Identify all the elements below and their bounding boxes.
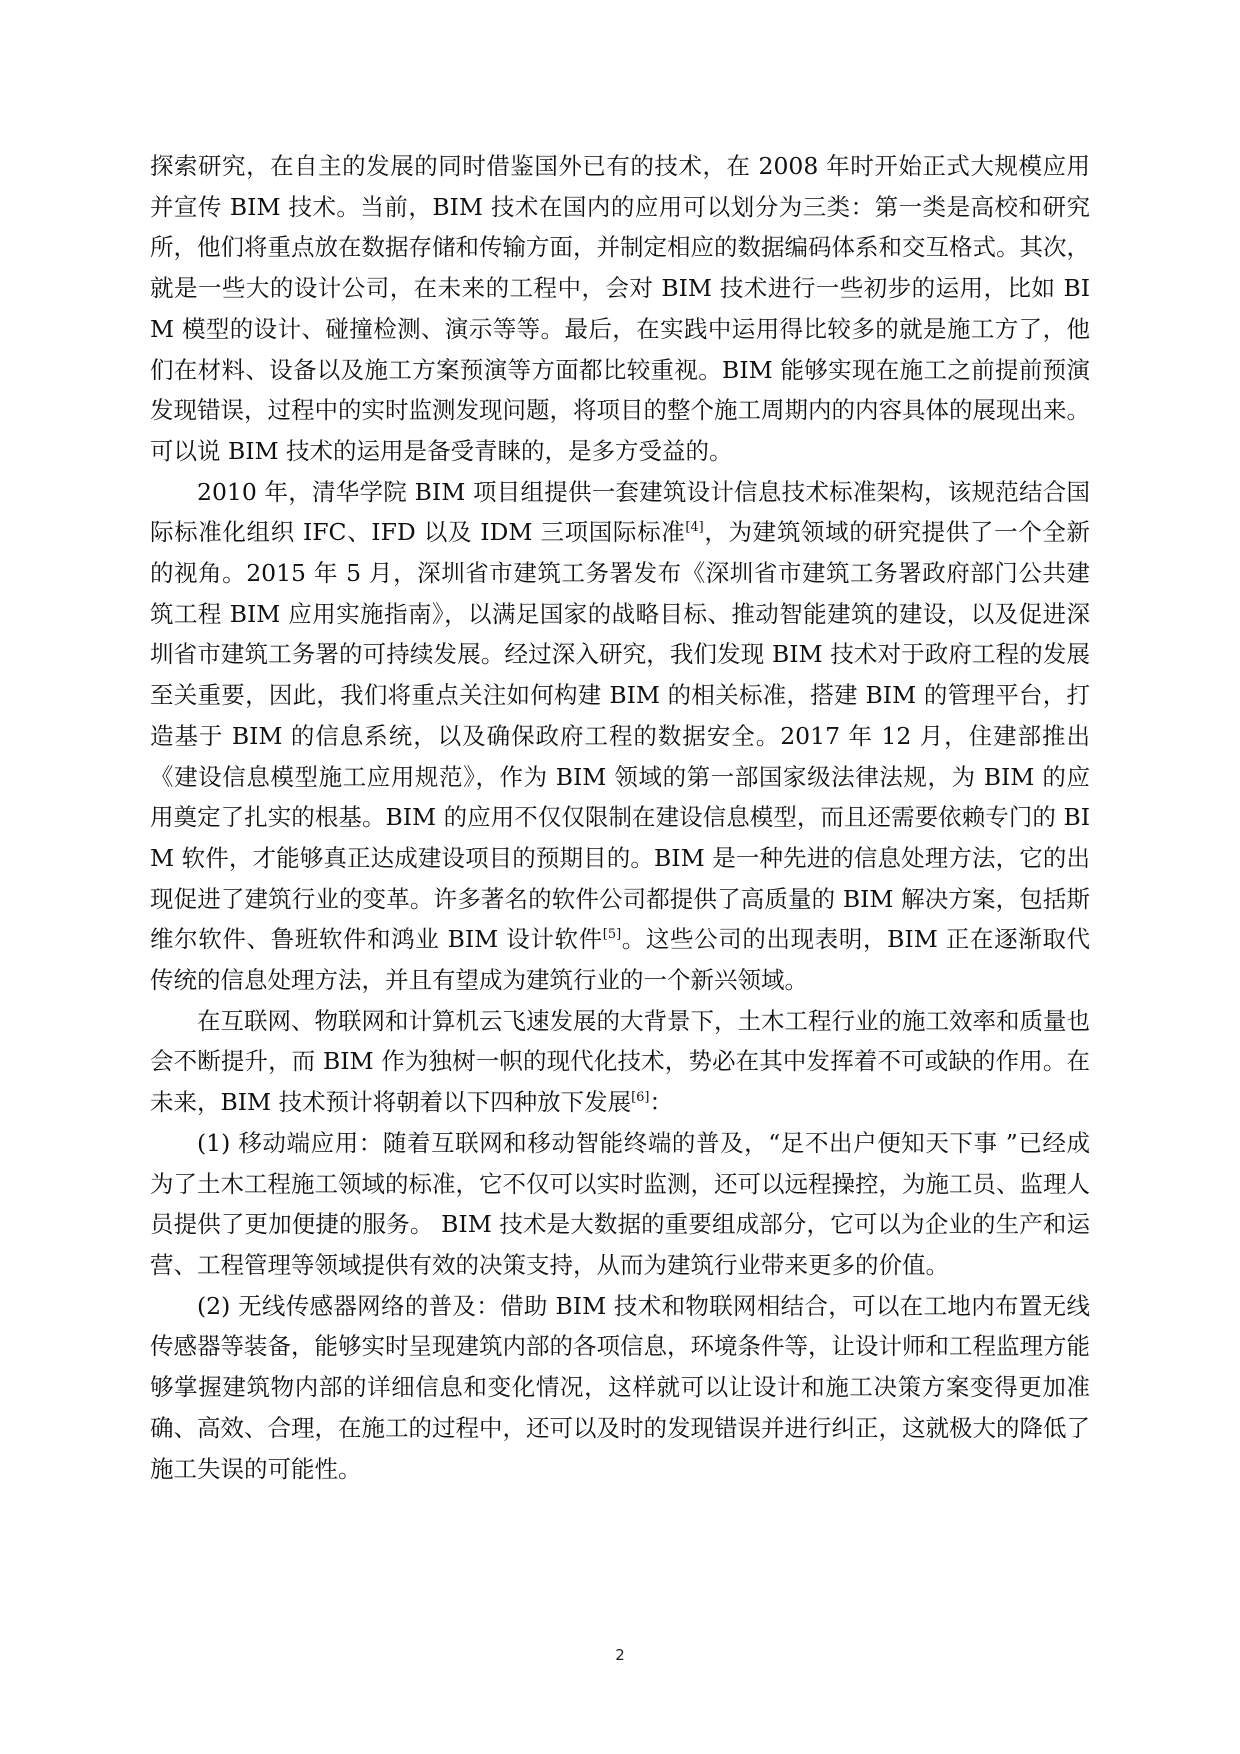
paragraph-5-list-item-2 (150, 1286, 1090, 1490)
page-number: 2 (615, 1646, 625, 1664)
citation-4[interactable]: [4] (685, 520, 704, 536)
paragraph-5-text: (2) 无线传感器网络的普及：借助 BIM 技术和物联网相结合，可以在工地内布置无线传感器等装备，能够实时呈现建筑内部的各项信息，环境条件等，让设计师和工程监理方能够掌握建筑物内部的详细信息和变化情况，这样就可以让设计和施工决策方案变得更加准确、高效、合理，在施工的过程中，还可以及时的发现错误并进行纠正，这就极大的降低了施工失误的可能性。 (150, 1291, 1090, 1483)
paragraph-2 (150, 472, 1090, 1001)
citation-6[interactable]: [6] (631, 1090, 650, 1106)
paragraph-1 (150, 146, 1090, 472)
paragraph-2-text-a: 2010 年，清华学院 BIM 项目组提供一套建筑设计信息技术标准架构，该规范结合国际标准化组织 IFC、IFD 以及 IDM 三项国际标准 (150, 477, 1090, 547)
paragraph-2-text-b: ，为建筑领域的研究提供了一个全新的视角。2015 年 5 月，深圳省市建筑工务署发布《深圳省市建筑工务署政府部门公共建筑工程 BIM 应用实施指南》，以满足国家的战略目标、推动智能建筑的建设，以及促进深圳省市建筑工务署的可持续发展。经过深入研究，我们发现 BIM 技术对于政府工程的发展至关重要，因此，我们将重点关注如何构建 BIM 的相关标准，搭建 BIM 的管理平台，打造基于 BIM 的信息系统，以及确保政府工程的数据安全。2017 年 12 月，住建部推出《建设信息模型施工应用规范》，作为 BIM 领域的第一部国家级法律法规，为 BIM 的应用奠定了扎实的根基。BIM 的应用不仅仅限制在建设信息模型，而且还需要依赖专门的 BIM 软件，才能够真正达成建设项目的预期目的。BIM 是一种先进的信息处理方法，它的出现促进了建筑行业的变革。许多著名的软件公司都提供了高质量的 BIM 解决方案，包括斯维尔软件、鲁班软件和鸿业 BIM 设计软件 (150, 518, 1090, 954)
paragraph-1-text: 探索研究，在自主的发展的同时借鉴国外已有的技术，在 2008 年时开始正式大规模应用并宣传 BIM 技术。当前，BIM 技术在国内的应用可以划分为三类：第一类是高校和研究所，他们将重点放在数据存储和传输方面，并制定相应的数据编码体系和交互格式。其次，就是一些大的设计公司，在未来的工程中，会对 BIM 技术进行一些初步的运用，比如 BIM 模型的设计、碰撞检测、演示等等。最后，在实践中运用得比较多的就是施工方了，他们在材料、设备以及施工方案预演等方面都比较重视。BIM 能够实现在施工之前提前预演发现错误，过程中的实时监测发现问题，将项目的整个施工周期内的内容具体的展现出来。可以说 BIM 技术的运用是备受青睐的，是多方受益的。 (150, 152, 1090, 465)
paragraph-3 (150, 1001, 1090, 1123)
paragraph-3-text-b: ： (649, 1088, 674, 1117)
document-page (150, 146, 1090, 1489)
paragraph-2-text-c: 。这些公司的出现表明，BIM 正在逐渐取代传统的信息处理方法，并且有望成为建筑行业的一个新兴领域。 (150, 925, 1090, 995)
citation-5[interactable]: [5] (602, 927, 622, 943)
paragraph-3-text-a: 在互联网、物联网和计算机云飞速发展的大背景下，土木工程行业的施工效率和质量也会不断提升，而 BIM 作为独树一帜的现代化技术，势必在其中发挥着不可或缺的作用。在未来，BIM 技术预计将朝着以下四种放下发展 (150, 1006, 1090, 1117)
paragraph-4-text: (1) 移动端应用：随着互联网和移动智能终端的普及，“足不出户便知天下事 ”已经成为了土木工程施工领域的标准，它不仅可以实时监测，还可以远程操控，为施工员、监理人员提供了更加便捷的服务。 BIM 技术是大数据的重要组成部分，它可以为企业的生产和运营、工程管理等领域提供有效的决策支持，从而为建筑行业带来更多的价值。 (150, 1128, 1090, 1279)
paragraph-4-list-item-1 (150, 1123, 1090, 1286)
